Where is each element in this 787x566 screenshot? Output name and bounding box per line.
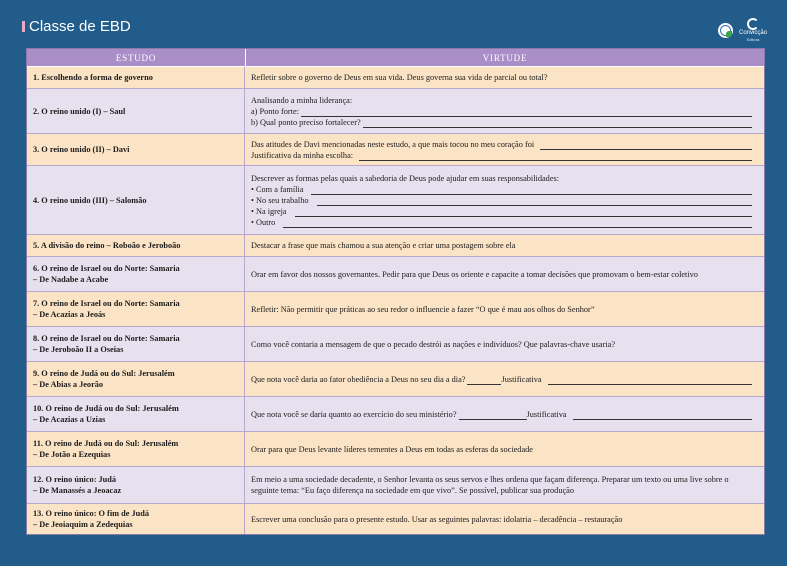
estudo-subtitle: – De Jeoiaquim a Zedequias	[33, 520, 133, 529]
virtude-text: Destacar a frase que mais chamou a sua atenção e criar uma postagem sobre ela	[251, 241, 516, 250]
estudo-cell	[27, 327, 245, 361]
answer-line[interactable]	[540, 141, 752, 150]
virtude-text: Das atitudes de Davi mencionadas neste estudo, a que mais tocou no meu coração foi	[251, 139, 535, 149]
table-row	[27, 134, 764, 166]
virtude-cell	[245, 292, 764, 326]
virtude-cell	[245, 397, 764, 431]
estudo-cell	[27, 467, 245, 503]
estudo-cell	[27, 134, 245, 165]
conviccao-logo-icon	[747, 18, 759, 30]
logo-subtext: Editora	[746, 37, 760, 42]
estudo-subtitle: – De Acazias a Jeoás	[33, 310, 106, 319]
virtude-text: Que nota você daria ao fator obediência a Deus no seu dia a dia?	[251, 374, 466, 384]
answer-line[interactable]	[363, 119, 752, 128]
answer-line[interactable]	[295, 208, 752, 217]
estudo-cell	[27, 235, 245, 256]
list-item: • Outro	[251, 217, 276, 227]
estudo-cell	[27, 257, 245, 291]
virtude-text: Justificativa da minha escolha:	[251, 150, 354, 160]
estudo-title: 9. O reino de Judá ou do Sul: Jerusalém	[33, 369, 175, 378]
table-row	[27, 432, 764, 467]
virtude-cell	[245, 257, 764, 291]
virtude-cell	[245, 235, 764, 256]
estudo-title: 4. O reino unido (III) – Salomão	[33, 195, 147, 205]
estudo-cell	[27, 397, 245, 431]
table-row	[27, 166, 764, 235]
conviccao-logo	[739, 18, 767, 42]
estudo-title: 6. O reino de Israel ou do Norte: Samaria	[33, 264, 180, 273]
table-row	[27, 235, 764, 257]
grade-blank[interactable]	[459, 411, 527, 420]
table-row	[27, 504, 764, 534]
virtude-cell	[245, 134, 764, 165]
column-header-estudo: ESTUDO	[27, 49, 246, 66]
estudo-cell	[27, 292, 245, 326]
estudo-title: 2. O reino unido (I) – Saul	[33, 106, 126, 116]
grade-blank[interactable]	[467, 376, 501, 385]
table-row	[27, 327, 764, 362]
virtude-text: Orar em favor dos nossos governantes. Pedir para que Deus os oriente e capacite a tomar decisões que promovam o bem-estar coletivo	[251, 269, 698, 279]
estudo-title: 13. O reino único: O fim de Judá	[33, 509, 150, 518]
virtude-text: Analisando a minha liderança:	[251, 95, 353, 105]
virtude-cell	[245, 467, 764, 503]
header	[22, 18, 767, 44]
answer-line[interactable]	[283, 219, 752, 228]
estudo-title: 8. O reino de Israel ou do Norte: Samaria	[33, 334, 180, 343]
estudo-title: 1. Escolhendo a forma de governo	[33, 73, 153, 82]
table-header	[27, 49, 764, 67]
answer-line[interactable]	[548, 376, 752, 385]
logo-text: Convicção	[738, 30, 767, 36]
estudo-title: 3. O reino unido (II) – Davi	[33, 145, 130, 154]
column-header-virtude: VIRTUDE	[482, 52, 528, 63]
page-title	[22, 18, 131, 35]
estudo-title: 12. O reino único: Judá	[33, 475, 117, 484]
estudo-subtitle: – De Acazias a Uzias	[33, 415, 106, 424]
table-row	[27, 397, 764, 432]
virtude-text: Descrever as formas pelas quais a sabedoria de Deus pode ajudar em suas responsabilidades:	[251, 173, 560, 183]
virtude-cell	[245, 327, 764, 361]
justificativa-label: Justificativa	[526, 409, 567, 419]
virtude-text: Orar para que Deus levante líderes tementes a Deus em todas as esferas da sociedade	[251, 444, 533, 454]
list-item: • Na igreja	[251, 206, 287, 216]
virtude-text: a) Ponto forte:	[251, 106, 299, 116]
study-table	[26, 48, 765, 535]
estudo-cell	[27, 504, 245, 534]
title-marker	[22, 21, 25, 32]
answer-line[interactable]	[311, 186, 752, 195]
logos	[718, 18, 767, 42]
virtude-cell	[245, 67, 764, 88]
table-row	[27, 292, 764, 327]
estudo-subtitle: – De Jotão a Ezequias	[33, 450, 111, 459]
virtude-cell	[245, 432, 764, 466]
estudo-title: 11. O reino de Judá ou do Sul: Jerusalém	[33, 439, 179, 448]
virtude-cell	[245, 362, 764, 396]
virtude-text: Refletir sobre o governo de Deus em sua vida. Deus governa sua vida de parcial ou total?	[251, 73, 548, 82]
virtude-text: Refletir: Não permitir que práticas ao seu redor o influencie a fazer “O que é mau aos olhos do Senhor”	[251, 304, 595, 314]
table-row	[27, 257, 764, 292]
virtude-text: b) Qual ponto preciso fortalecer?	[251, 117, 361, 127]
table-row	[27, 67, 764, 89]
estudo-subtitle: – De Manassés a Jeoacaz	[33, 486, 122, 495]
virtude-text: seguinte tema: “Eu faço diferença na sociedade em que vivo”. Se possível, publicar sua produção	[251, 486, 574, 495]
table-row	[27, 89, 764, 134]
estudo-subtitle: – De Jeroboão II a Oseias	[33, 345, 124, 354]
virtude-text: Como você contaria a mensagem de que o pecado destrói as nações e indivíduos? Que palavras-chave usaria?	[251, 339, 615, 349]
estudo-title: 7. O reino de Israel ou do Norte: Samaria	[33, 299, 180, 308]
list-item: • No seu trabalho	[251, 195, 309, 205]
estudo-cell	[27, 432, 245, 466]
estudo-subtitle: – De Abias a Jeorão	[33, 380, 104, 389]
list-item: • Com a família	[251, 184, 304, 194]
estudo-cell	[27, 166, 245, 234]
cpad-logo-icon	[718, 23, 733, 38]
virtude-cell	[245, 504, 764, 534]
virtude-text: Em meio a uma sociedade decadente, o Senhor levanta os seus servos e lhes ordena que façam diferença. Preparar um texto ou uma live sobre o	[251, 475, 729, 484]
virtude-cell	[245, 166, 764, 234]
justificativa-label: Justificativa	[501, 374, 542, 384]
answer-line[interactable]	[317, 197, 752, 206]
table-row	[27, 467, 764, 504]
answer-line[interactable]	[359, 152, 752, 161]
estudo-cell	[27, 89, 245, 133]
estudo-cell	[27, 362, 245, 396]
virtude-text: Que nota você se daria quanto ao exercício do seu ministério?	[251, 409, 457, 419]
estudo-title: 5. A divisão do reino – Roboão e Jeroboão	[33, 241, 181, 250]
estudo-title: 10. O reino de Judá ou do Sul: Jerusalém	[33, 404, 179, 413]
answer-line[interactable]	[301, 108, 752, 117]
estudo-subtitle: – De Nadabe a Acabe	[33, 275, 109, 284]
answer-line[interactable]	[573, 411, 752, 420]
estudo-cell	[27, 67, 245, 88]
page-title-text: Classe de EBD	[29, 18, 131, 35]
virtude-text: Escrever uma conclusão para o presente estudo. Usar as seguintes palavras: idolatria – decadência – restauração	[251, 514, 623, 524]
virtude-cell	[245, 89, 764, 133]
table-row	[27, 362, 764, 397]
